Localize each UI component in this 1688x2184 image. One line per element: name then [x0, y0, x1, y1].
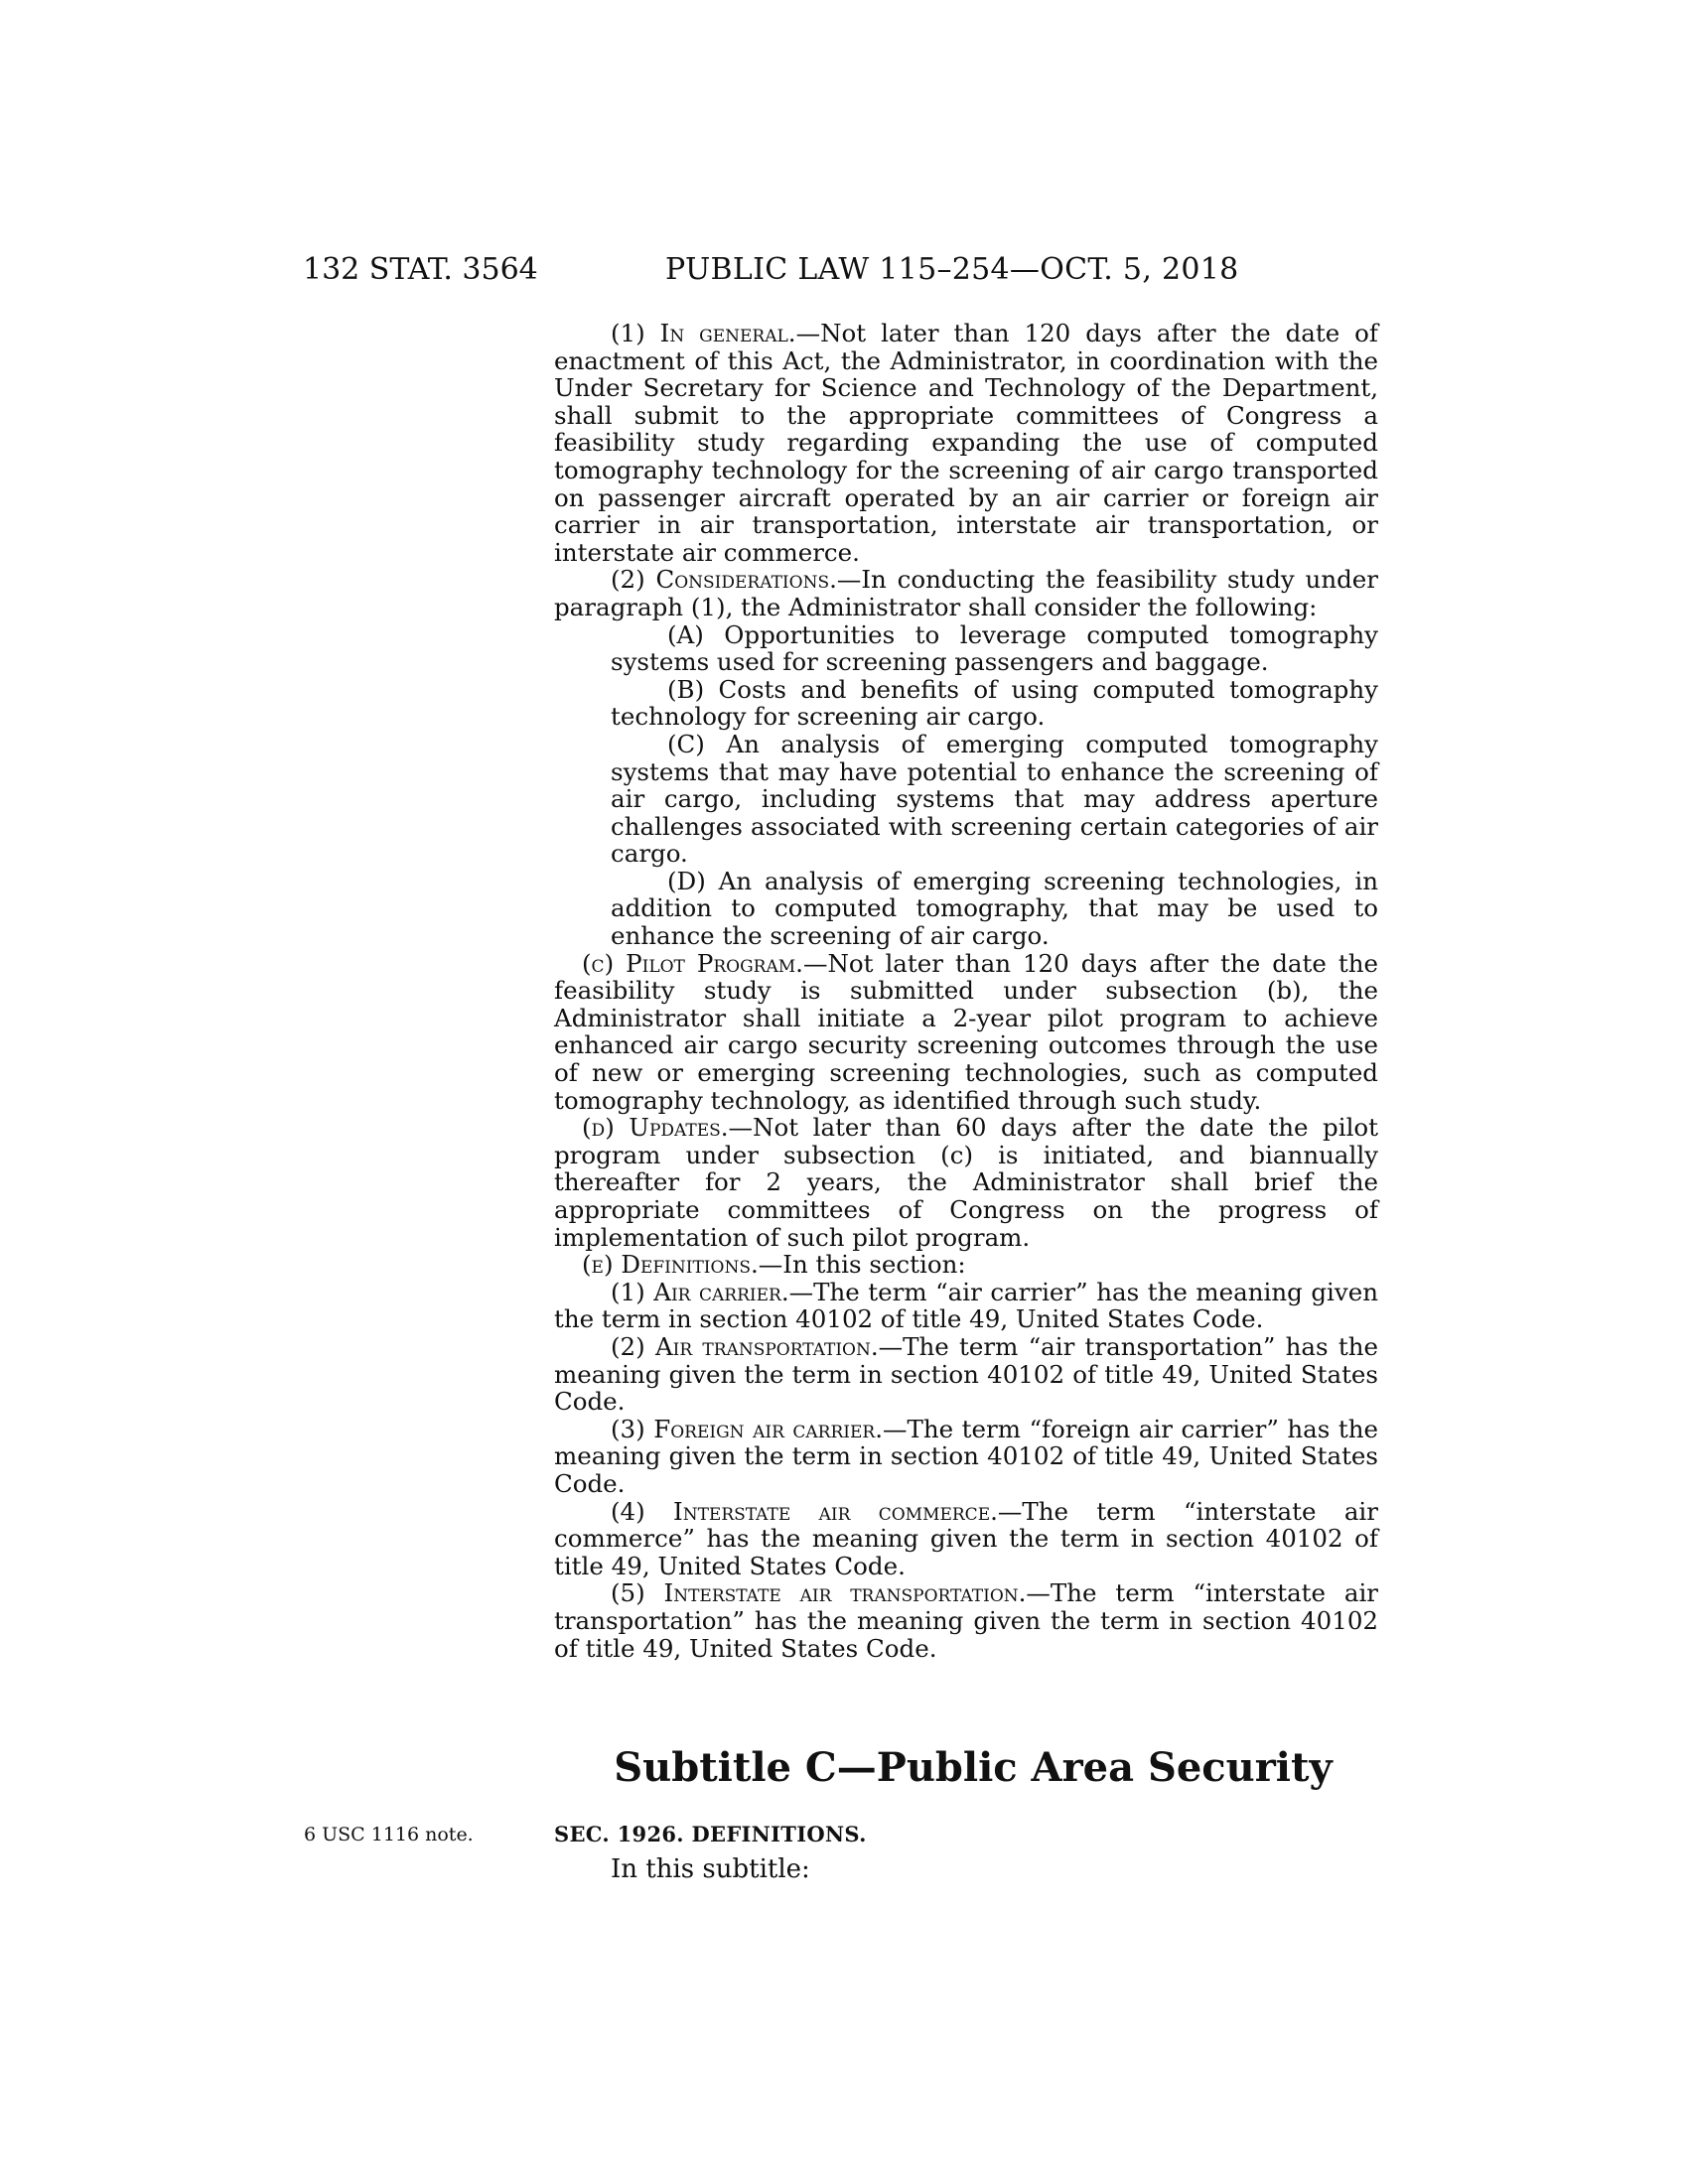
paragraph-updates	[554, 1114, 1378, 1251]
body-text	[554, 320, 1378, 1662]
paragraph-in-general	[554, 320, 1378, 566]
paragraph-item-b	[554, 676, 1378, 731]
paragraph-def-foreign-air-carrier	[554, 1416, 1378, 1498]
paragraph-text: —In conducting the feasibility study under paragraph (1), the Administrator shall consider the following:	[554, 565, 1378, 621]
paragraph-def-air-carrier	[554, 1279, 1378, 1333]
paragraph-lead: (1) In general.	[611, 319, 796, 347]
paragraph-text: —The term “interstate air transportation” has the meaning given the term in section 40102 of title 49, United States Code.	[554, 1578, 1378, 1663]
paragraph-lead: (2) Considerations.	[611, 565, 837, 595]
subtitle-heading: Subtitle C—Public Area Security	[614, 1744, 1333, 1791]
running-title: PUBLIC LAW 115–254—OCT. 5, 2018	[665, 252, 1239, 287]
paragraph-lead: (d) Updates.	[582, 1113, 729, 1143]
paragraph-lead: (5) Interstate air transportation.	[611, 1578, 1027, 1608]
paragraph-def-air-transportation	[554, 1333, 1378, 1416]
paragraph-lead: (3) Foreign air carrier.	[611, 1414, 883, 1443]
paragraph-item-a	[554, 621, 1378, 676]
paragraph-text: (B) Costs and benefits of using computed tomography technology for screening air cargo.	[611, 674, 1378, 732]
page-header	[0, 250, 1688, 290]
paragraph-def-interstate-air-commerce	[554, 1498, 1378, 1580]
paragraph-text: —Not later than 120 days after the date the feasibility study is submitted under subsection (b), the Administrator shall initiate a 2-year pilot program to achieve enhanced air cargo security screening outcomes through the use of new or emerging screening technologies, such as computed tomography technology, as identified through such study.	[554, 948, 1378, 1115]
paragraph-text: —The term “foreign air carrier” has the meaning given the term in section 40102 of title 49, United States Code.	[554, 1414, 1378, 1498]
paragraph-text: —The term “air transportation” has the meaning given the term in section 40102 of title 49, United States Code.	[554, 1331, 1378, 1417]
paragraph-lead: (2) Air transportation.	[611, 1331, 879, 1361]
paragraph-lead: (4) Interstate air commerce.	[611, 1496, 998, 1526]
paragraph-item-c	[554, 731, 1378, 868]
paragraph-text: (A) Opportunities to leverage computed tomography systems used for screening passengers and baggage.	[611, 619, 1378, 677]
paragraph-text: (D) An analysis of emerging screening technologies, in addition to computed tomography, that may be used to enhance the screening of air cargo.	[611, 866, 1378, 951]
paragraph-lead: (c) Pilot Program.	[582, 948, 803, 978]
section-intro: In this subtitle:	[611, 1854, 810, 1884]
paragraph-lead: (1) Air carrier.	[611, 1277, 789, 1306]
paragraph-item-d	[554, 868, 1378, 950]
paragraph-lead: (e) Definitions.	[582, 1250, 759, 1280]
margin-note: 6 USC 1116 note.	[304, 1824, 474, 1845]
paragraph-text: —Not later than 60 days after the date the pilot program under subsection (c) is initiated, and biannually thereafter for 2 years, the Administrator shall brief the appropriate committees of Congress on the progress of implementation of such pilot program.	[554, 1113, 1378, 1252]
paragraph-definitions	[554, 1251, 1378, 1279]
paragraph-text: —In this section:	[758, 1250, 966, 1280]
paragraph-text: —The term “interstate air commerce” has the meaning given the term in section 40102 of title 49, United States Code.	[554, 1496, 1378, 1580]
section-heading: SEC. 1926. DEFINITIONS.	[554, 1822, 867, 1846]
page-number: 132 STAT. 3564	[303, 252, 538, 287]
paragraph-text: —The term “air carrier” has the meaning given the term in section 40102 of title 49, United States Code.	[554, 1277, 1378, 1334]
paragraph-def-interstate-air-transportation	[554, 1579, 1378, 1662]
paragraph-text: (C) An analysis of emerging computed tomography systems that may have potential to enhance the screening of air cargo, including systems that may address aperture challenges associated with screening certain categories of air cargo.	[611, 729, 1378, 869]
paragraph-text: —Not later than 120 days after the date of enactment of this Act, the Administrator, in coordination with the Under Secretary for Science and Technology of the Department, shall submit to the appropriate committees of Congress a feasibility study regarding expanding the use of computed tomography technology for the screening of air cargo transported on passenger aircraft operated by an air carrier or foreign air carrier in air transportation, interstate air transportation, or interstate air commerce.	[554, 319, 1378, 567]
paragraph-considerations	[554, 566, 1378, 620]
paragraph-pilot-program	[554, 950, 1378, 1115]
